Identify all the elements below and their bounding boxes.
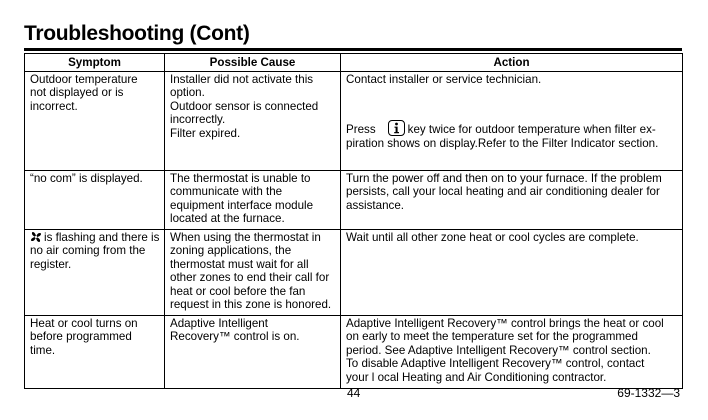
document-number: 69-1332—3 — [617, 386, 680, 400]
action-text: To disable Adaptive Intelligent Recovery™ control, contact — [346, 357, 645, 371]
action-text: Adaptive Intelligent Recovery™ control brings the heat or cool — [346, 317, 664, 330]
cause-text: Recovery™ control is on. — [170, 330, 300, 344]
action-text: your l ocal Heating and Air Conditioning contractor. — [346, 370, 607, 384]
symptom-text: incorrect. — [30, 99, 78, 113]
symptom-text: time. — [30, 343, 56, 357]
header-action: Action — [341, 54, 683, 72]
cause-text: located at the furnace. — [170, 212, 285, 226]
symptom-cell — [25, 230, 165, 316]
symptom-cell — [25, 316, 165, 389]
cause-cell — [165, 316, 341, 389]
cause-text: heat or cool before the fan — [170, 284, 306, 298]
cause-text: Adaptive Intelligent — [170, 317, 268, 330]
cause-text: zoning applications, the — [170, 244, 292, 258]
cause-text: Outdoor sensor is connected — [170, 99, 319, 113]
table-row — [25, 230, 683, 316]
symptom-text: is flashing and there is — [44, 231, 160, 244]
symptom-text: “no com” is displayed. — [30, 172, 143, 185]
symptom-text: register. — [30, 257, 72, 271]
page-number: 44 — [347, 386, 361, 400]
symptom-text: not displayed or is — [30, 86, 124, 100]
symptom-text: no air coming from the — [30, 244, 146, 258]
cause-text: Installer did not activate this — [170, 73, 314, 86]
cause-text: other zones to end their call for — [170, 271, 330, 285]
action-cell — [341, 72, 683, 171]
table-header-row — [25, 54, 683, 72]
header-symptom: Symptom — [25, 54, 165, 72]
cause-cell — [165, 171, 341, 230]
action-cell — [341, 171, 683, 230]
table-row — [25, 72, 683, 171]
cause-text: communicate with the — [170, 185, 283, 199]
cause-text: option. — [170, 86, 205, 100]
action-text: Wait until all other zone heat or cool cycles are complete. — [346, 231, 639, 244]
cause-text: incorrectly. — [170, 113, 226, 127]
symptom-text-with-icon — [30, 231, 160, 244]
troubleshooting-table — [24, 53, 683, 389]
cause-cell — [165, 72, 341, 171]
action-text: piration shows on display.Refer to the Filter Indicator section. — [346, 136, 659, 150]
cause-text: The thermostat is unable to — [170, 172, 311, 185]
table-row — [25, 316, 683, 389]
symptom-text: Outdoor temperature — [30, 73, 138, 86]
cause-text: When using the thermostat in — [170, 231, 321, 244]
table-row — [25, 171, 683, 230]
header-possible-cause: Possible Cause — [165, 54, 341, 72]
symptom-text: before programmed — [30, 330, 132, 344]
action-key-text: key twice for outdoor temperature when filter ex- — [407, 123, 656, 137]
action-text: persists, call your local heating and air conditioning dealer for — [346, 185, 660, 199]
symptom-cell — [25, 72, 165, 171]
action-text-with-key — [346, 120, 678, 136]
action-text: Turn the power off and then on to your furnace. If the problem — [346, 172, 662, 185]
cause-text: thermostat must wait for all — [170, 257, 309, 271]
action-text: on early to meet the temperature set for the programmed — [346, 330, 638, 344]
symptom-text: Heat or cool turns on — [30, 317, 138, 330]
action-text: Contact installer or service technician. — [346, 73, 542, 86]
page-title: Troubleshooting (Cont) — [24, 22, 250, 45]
fan-icon — [30, 231, 42, 243]
symptom-cell — [25, 171, 165, 230]
action-press-text: Press — [346, 123, 376, 137]
action-text: period. See Adaptive Intelligent Recovery™ control section. — [346, 343, 651, 357]
action-text: assistance. — [346, 198, 404, 212]
cause-text: Filter expired. — [170, 126, 241, 140]
title-rule — [24, 48, 682, 51]
cause-text: request in this zone is honored. — [170, 298, 332, 312]
cause-text: equipment interface module — [170, 198, 314, 212]
action-cell — [341, 230, 683, 316]
info-key-icon — [388, 120, 405, 136]
action-cell — [341, 316, 683, 389]
cause-cell — [165, 230, 341, 316]
